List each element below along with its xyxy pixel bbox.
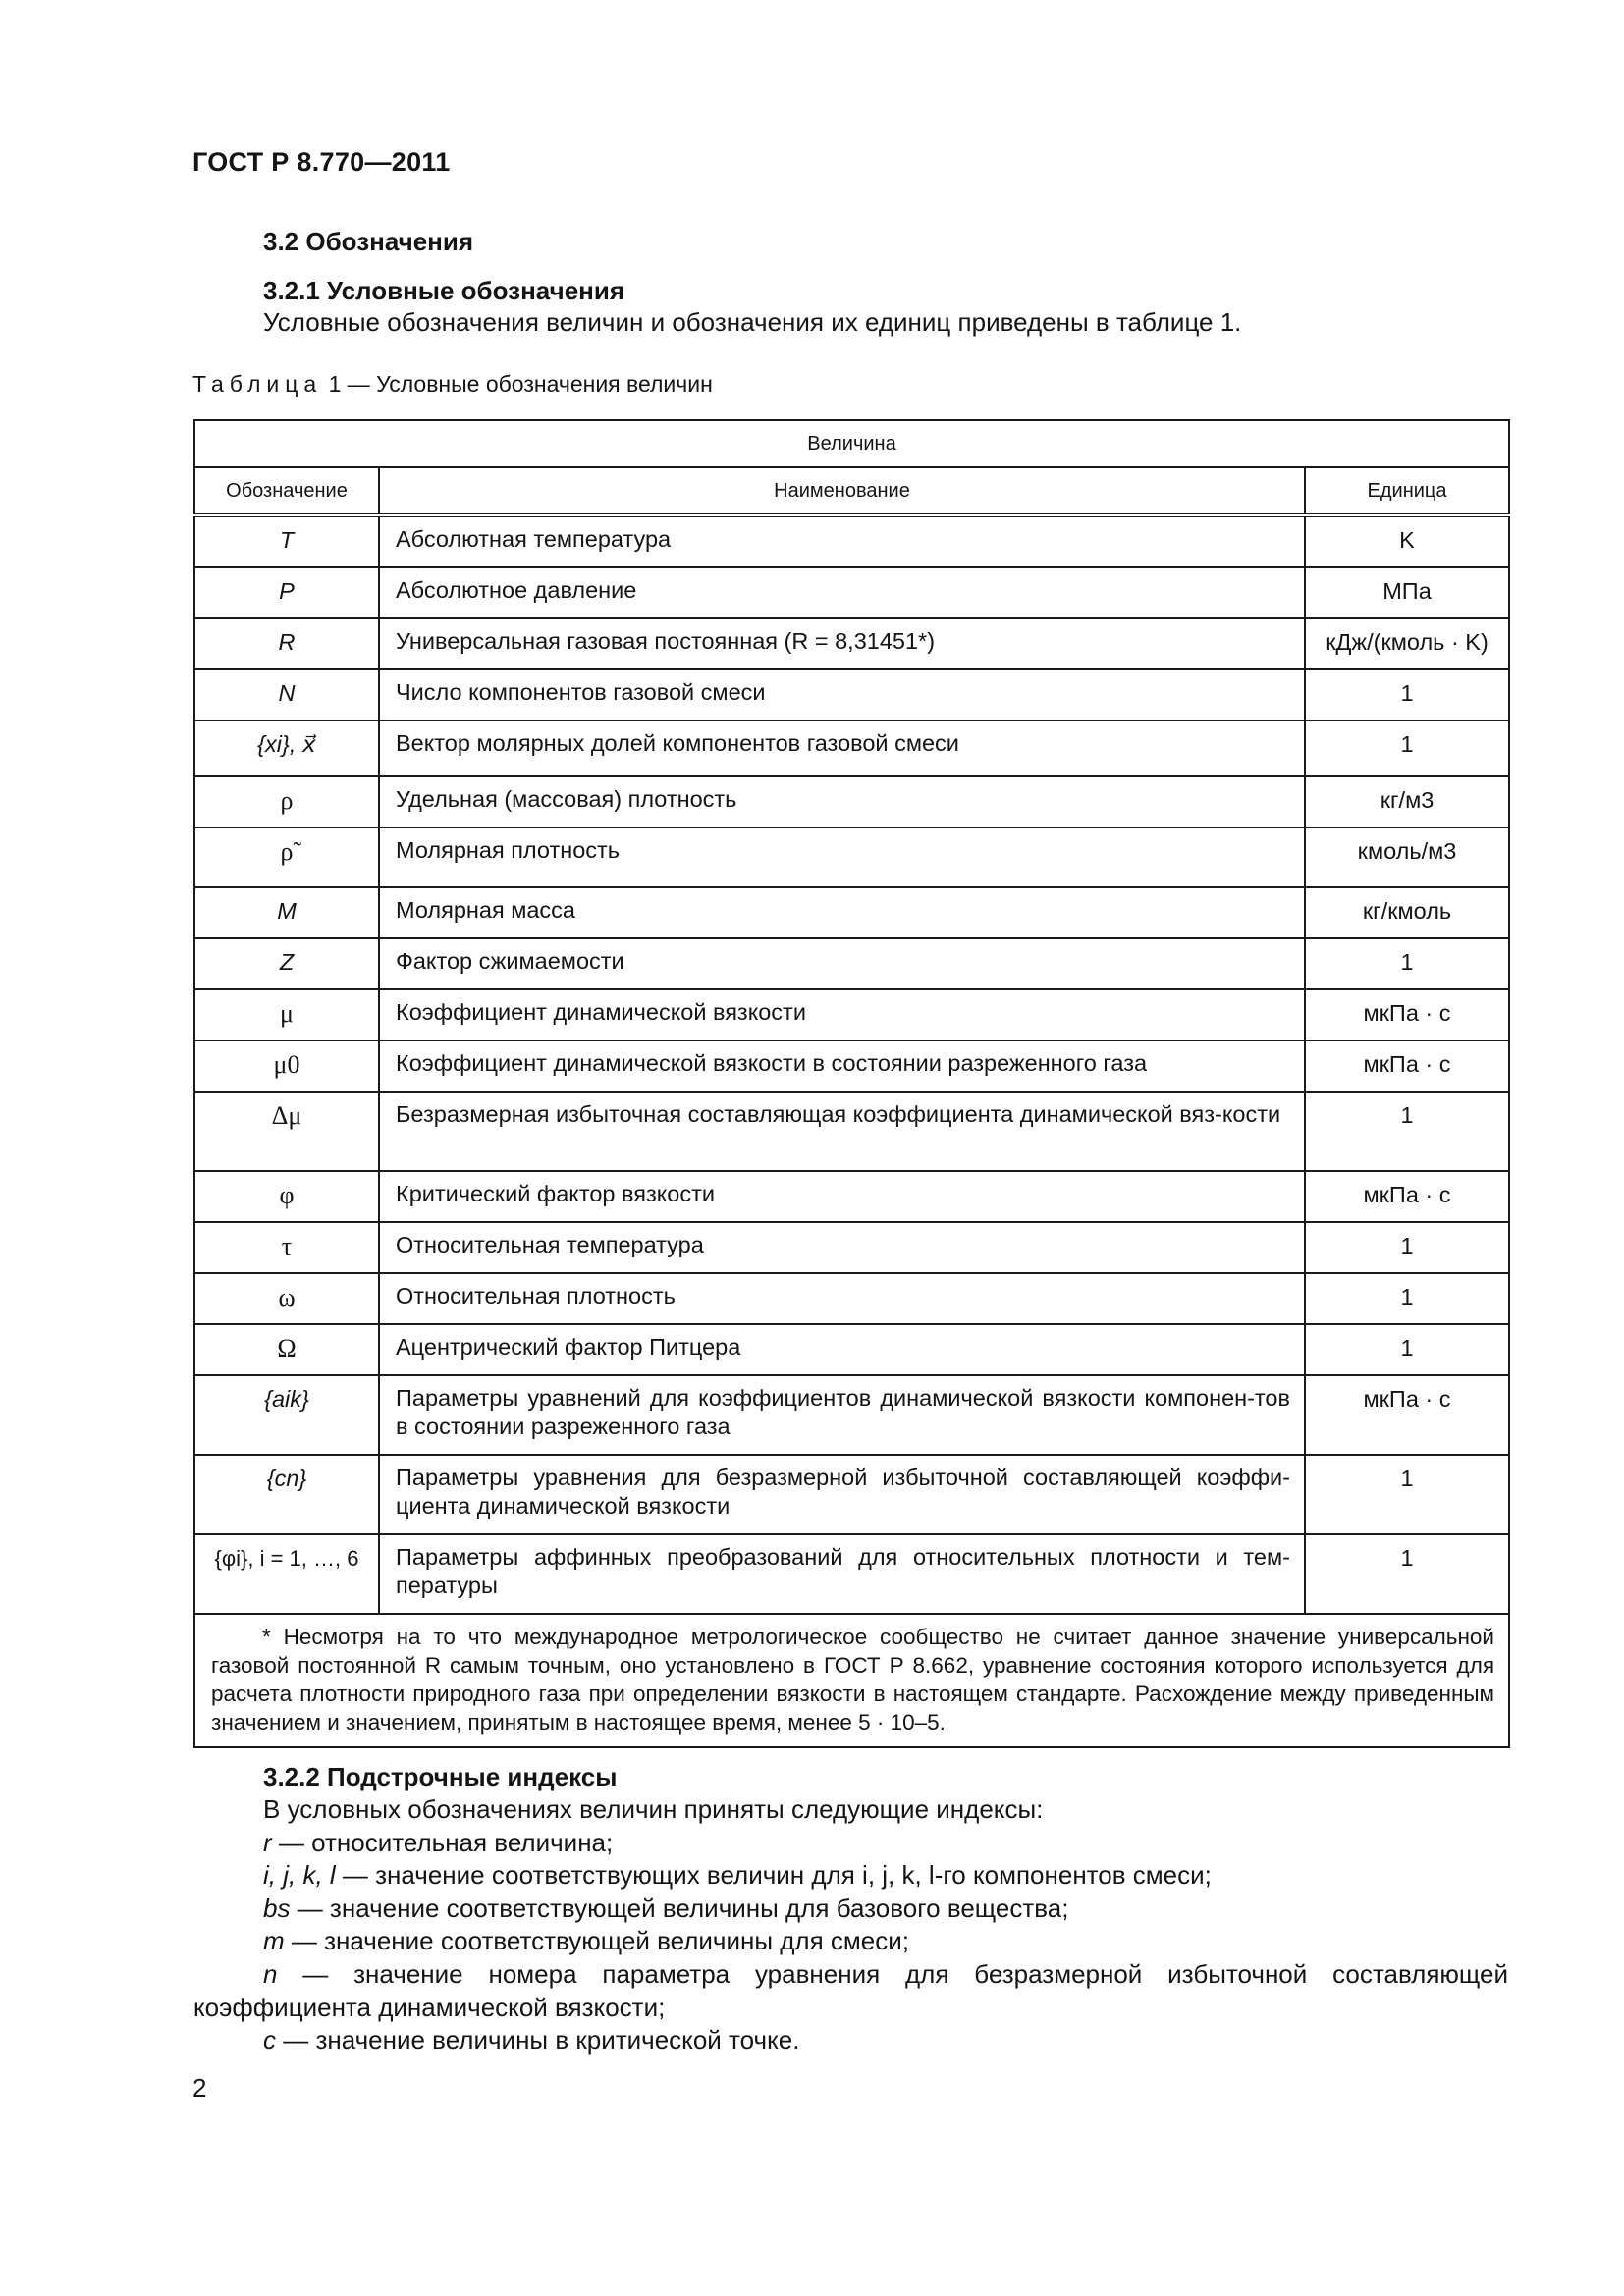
- table-caption: [192, 371, 713, 398]
- table-row: [194, 1222, 1509, 1273]
- quantities-table: [193, 419, 1510, 1748]
- table-row: [194, 1324, 1509, 1375]
- name-cell: Абсолютная температура: [379, 515, 1305, 567]
- list-item: c — значение величины в критической точке.: [263, 2025, 800, 2055]
- symbol-cell: ρ̃: [194, 828, 379, 887]
- table-row: [194, 721, 1509, 776]
- name-cell: Параметры аффинных преобразований для относительных плотности и тем-пературы: [379, 1534, 1305, 1614]
- name-cell: Критический фактор вязкости: [379, 1171, 1305, 1222]
- table-row: [194, 887, 1509, 938]
- section-3-2-1-title: 3.2.1 Условные обозначения: [263, 276, 625, 305]
- unit-cell: 1: [1305, 1092, 1509, 1171]
- unit-cell: кмоль/м3: [1305, 828, 1509, 887]
- col-header-symbol: Обозначение: [194, 467, 379, 515]
- section-3-2-2-intro: В условных обозначениях величин приняты следующие индексы:: [263, 1794, 1044, 1824]
- symbol-cell: N: [194, 669, 379, 721]
- table-row: [194, 938, 1509, 989]
- table-row: [194, 1375, 1509, 1455]
- table-row: [194, 1171, 1509, 1222]
- symbol-cell: Z: [194, 938, 379, 989]
- symbol-cell: {xi}, x⃗: [194, 721, 379, 776]
- name-cell: Молярная масса: [379, 887, 1305, 938]
- list-item: r — относительная величина;: [263, 1828, 614, 1857]
- symbol-cell: M: [194, 887, 379, 938]
- name-cell: Вектор молярных долей компонентов газовой смеси: [379, 721, 1305, 776]
- unit-cell: мкПа · с: [1305, 1375, 1509, 1455]
- section-3-2-1-intro: Условные обозначения величин и обозначения их единиц приведены в таблице 1.: [263, 307, 1242, 337]
- name-cell: Параметры уравнений для коэффициентов динамической вязкости компонен-тов в состоянии разреженного газа: [379, 1375, 1305, 1455]
- section-3-2-2-title: 3.2.2 Подстрочные индексы: [263, 1762, 618, 1791]
- symbol-cell: T: [194, 515, 379, 567]
- unit-cell: мкПа · с: [1305, 1171, 1509, 1222]
- list-item: i, j, k, l — значение соответствующих величин для i, j, k, l-го компонентов смеси;: [263, 1860, 1212, 1890]
- unit-cell: кг/кмоль: [1305, 887, 1509, 938]
- table-row: [194, 618, 1509, 669]
- table-row: [194, 1455, 1509, 1534]
- symbol-cell: {φi}, i = 1, …, 6: [194, 1534, 379, 1614]
- symbol-cell: {cn}: [194, 1455, 379, 1534]
- name-cell: Ацентрический фактор Питцера: [379, 1324, 1305, 1375]
- page-number: 2: [192, 2073, 207, 2103]
- unit-cell: 1: [1305, 938, 1509, 989]
- name-cell: Коэффициент динамической вязкости: [379, 989, 1305, 1041]
- symbol-cell: ω: [194, 1273, 379, 1324]
- name-cell: Параметры уравнения для безразмерной избыточной составляющей коэффи-циента динамической вязкости: [379, 1455, 1305, 1534]
- unit-cell: 1: [1305, 1324, 1509, 1375]
- table-row: [194, 989, 1509, 1041]
- unit-cell: 1: [1305, 1534, 1509, 1614]
- symbol-cell: P: [194, 567, 379, 618]
- unit-cell: кг/м3: [1305, 776, 1509, 828]
- name-cell: Фактор сжимаемости: [379, 938, 1305, 989]
- table-group-header: Величина: [194, 420, 1509, 467]
- col-header-name: Наименование: [379, 467, 1305, 515]
- symbol-cell: ρ: [194, 776, 379, 828]
- symbol-cell: μ: [194, 989, 379, 1041]
- name-cell: Молярная плотность: [379, 828, 1305, 887]
- section-3-2-title: 3.2 Обозначения: [263, 227, 474, 256]
- symbol-cell: μ0: [194, 1041, 379, 1092]
- symbol-cell: Δμ: [194, 1092, 379, 1171]
- unit-cell: 1: [1305, 1273, 1509, 1324]
- unit-cell: K: [1305, 515, 1509, 567]
- list-item: m — значение соответствующей величины для смеси;: [263, 1926, 909, 1955]
- name-cell: Число компонентов газовой смеси: [379, 669, 1305, 721]
- name-cell: Коэффициент динамической вязкости в состоянии разреженного газа: [379, 1041, 1305, 1092]
- col-header-unit: Единица: [1305, 467, 1509, 515]
- name-cell: Универсальная газовая постоянная (R = 8,31451*): [379, 618, 1305, 669]
- list-item: bs — значение соответствующей величины для базового вещества;: [263, 1894, 1069, 1923]
- unit-cell: 1: [1305, 669, 1509, 721]
- unit-cell: кДж/(кмоль · K): [1305, 618, 1509, 669]
- unit-cell: МПа: [1305, 567, 1509, 618]
- unit-cell: 1: [1305, 1455, 1509, 1534]
- name-cell: Относительная плотность: [379, 1273, 1305, 1324]
- table-row: [194, 1534, 1509, 1614]
- table-row: [194, 515, 1509, 567]
- unit-cell: мкПа · с: [1305, 989, 1509, 1041]
- unit-cell: 1: [1305, 721, 1509, 776]
- table-caption-label: Таблица: [192, 371, 323, 397]
- name-cell: Удельная (массовая) плотность: [379, 776, 1305, 828]
- table-row: [194, 776, 1509, 828]
- list-item: n — значение номера параметра уравнения для безразмерной избыточной составляющей коэффициента динамической вязкости;: [193, 1959, 1508, 2022]
- name-cell: Абсолютное давление: [379, 567, 1305, 618]
- name-cell: Безразмерная избыточная составляющая коэффициента динамической вяз-кости: [379, 1092, 1305, 1171]
- unit-cell: мкПа · с: [1305, 1041, 1509, 1092]
- document-code: ГОСТ Р 8.770—2011: [192, 147, 451, 177]
- symbol-cell: φ: [194, 1171, 379, 1222]
- table-caption-text: 1 — Условные обозначения величин: [328, 371, 713, 397]
- symbol-cell: Ω: [194, 1324, 379, 1375]
- unit-cell: 1: [1305, 1222, 1509, 1273]
- symbol-cell: τ: [194, 1222, 379, 1273]
- table-row: [194, 1273, 1509, 1324]
- table-footnote: * Несмотря на то что международное метрологическое сообщество не считает данное значение универсальной газовой постоянной R самым точным, оно установлено в ГОСТ Р 8.662, уравнение состояния которого используется для расчета плотности природного газа при определении вязкости в настоящем стандарте. Расхождение между приведенным значением и значением, принятым в настоящее время, менее 5 · 10–5.: [194, 1614, 1509, 1747]
- symbol-cell: {aik}: [194, 1375, 379, 1455]
- table-row: [194, 1041, 1509, 1092]
- name-cell: Относительная температура: [379, 1222, 1305, 1273]
- symbol-cell: R: [194, 618, 379, 669]
- table-row: [194, 1092, 1509, 1171]
- table-row: [194, 567, 1509, 618]
- table-row: [194, 669, 1509, 721]
- table-row: [194, 828, 1509, 887]
